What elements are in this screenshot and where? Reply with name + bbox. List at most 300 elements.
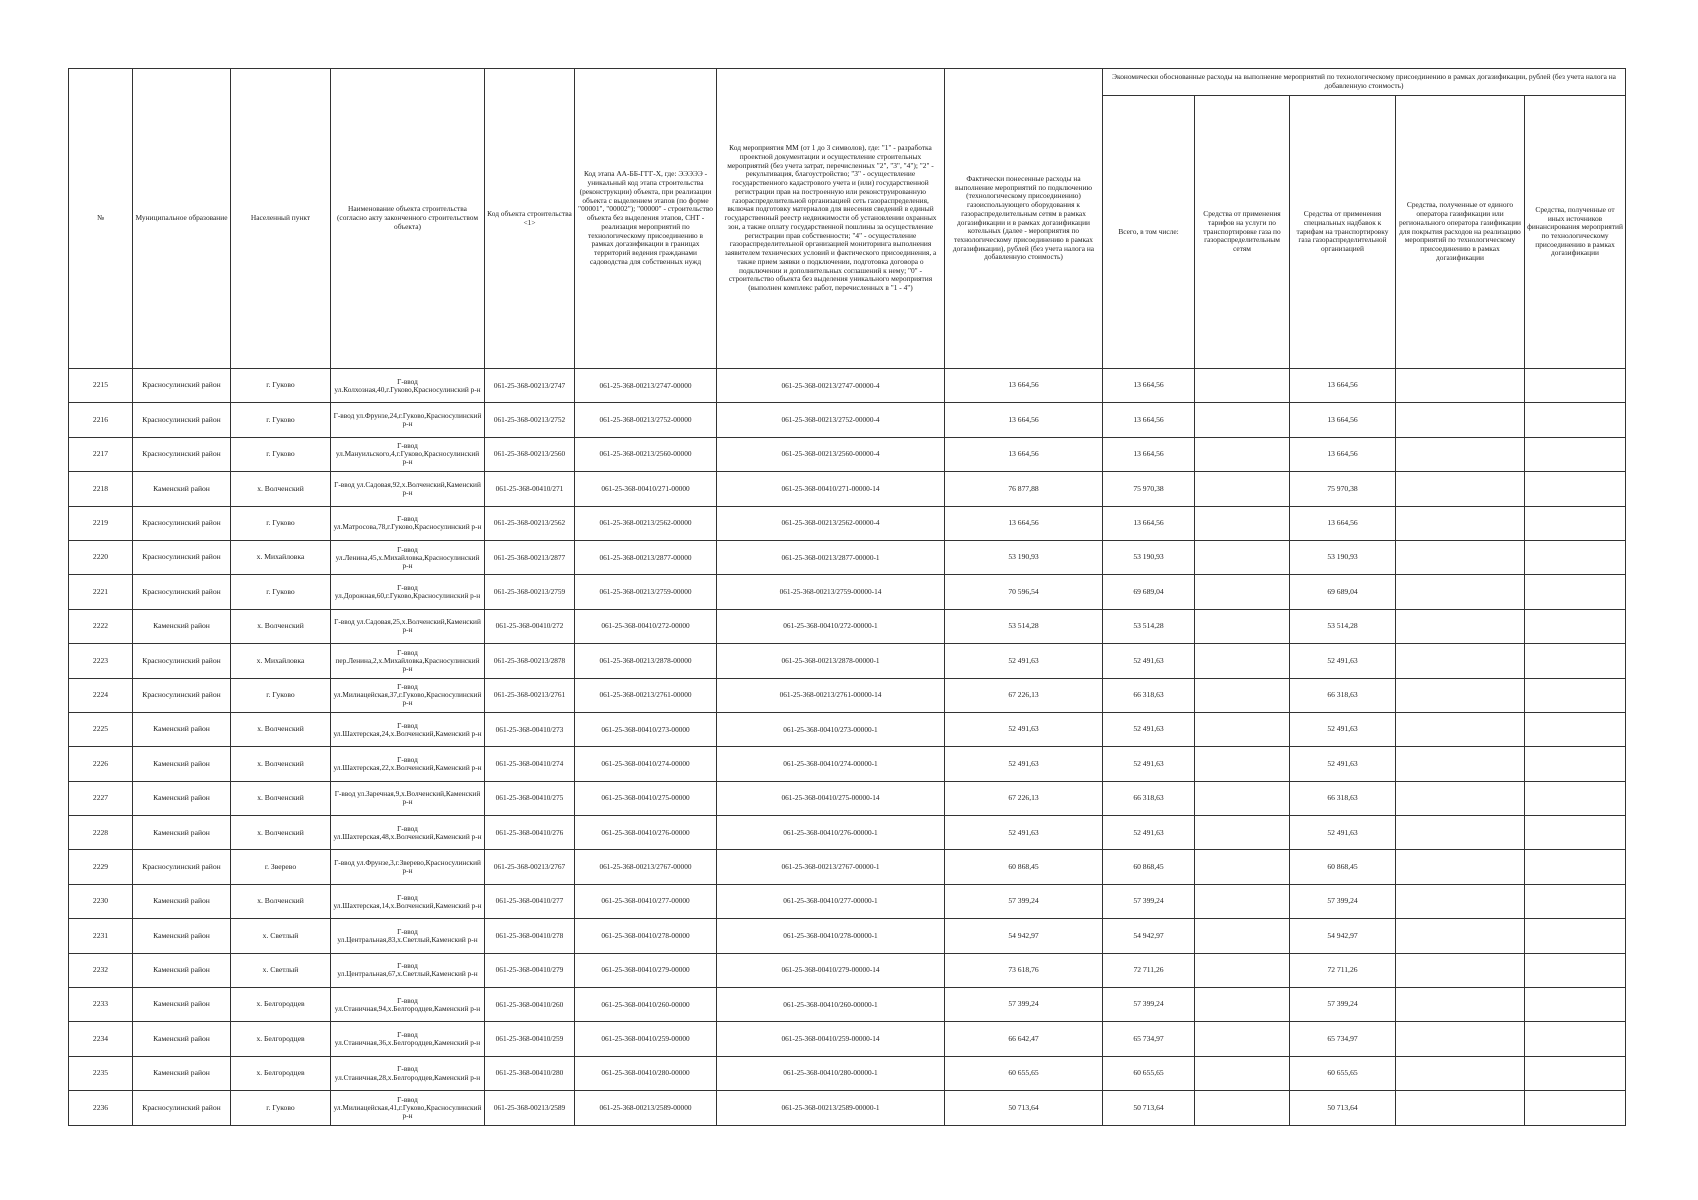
actual-costs-cell: 52 491,63 [945,712,1103,746]
row-number: 2220 [69,540,133,574]
municipality-cell: Красносулинский район [133,437,231,471]
other-sources-cell [1525,575,1626,609]
object-code-cell: 061-25-368-00410/272 [485,609,575,643]
activity-code-cell: 061-25-368-00410/271-00000-14 [717,472,945,506]
actual-costs-cell: 76 877,88 [945,472,1103,506]
settlement-cell: х. Михайловка [231,540,331,574]
total-cell: 66 318,63 [1103,678,1195,712]
activity-code-cell: 061-25-368-00410/277-00000-1 [717,884,945,918]
col-header-municipality: Муниципальное образование [133,69,231,369]
stage-code-cell: 061-25-368-00213/2560-00000 [575,437,717,471]
operator-cell [1396,988,1525,1022]
municipality-cell: Каменский район [133,953,231,987]
other-sources-cell [1525,1022,1626,1056]
activity-code-cell: 061-25-368-00410/279-00000-14 [717,953,945,987]
tariff-cell [1195,953,1290,987]
surcharge-cell: 53 190,93 [1290,540,1396,574]
total-cell: 57 399,24 [1103,884,1195,918]
stage-code-cell: 061-25-368-00410/280-00000 [575,1056,717,1090]
surcharge-cell: 66 318,63 [1290,781,1396,815]
total-cell: 57 399,24 [1103,988,1195,1022]
table-row [69,919,1626,953]
col-header-group-justified-costs: Экономически обоснованные расходы на выполнение мероприятий по технологическому присоединению в рамках догазификации, рублей (без учета налога на добавленную стоимость) [1103,69,1626,96]
surcharge-cell: 13 664,56 [1290,369,1396,403]
total-cell: 13 664,56 [1103,506,1195,540]
surcharge-cell: 13 664,56 [1290,506,1396,540]
activity-code-cell: 061-25-368-00213/2589-00000-1 [717,1091,945,1125]
actual-costs-cell: 13 664,56 [945,506,1103,540]
stage-code-cell: 061-25-368-00213/2878-00000 [575,644,717,678]
object-code-cell: 061-25-368-00213/2747 [485,369,575,403]
activity-code-cell: 061-25-368-00410/272-00000-1 [717,609,945,643]
other-sources-cell [1525,781,1626,815]
surcharge-cell: 65 734,97 [1290,1022,1396,1056]
table-row [69,403,1626,437]
object-name-cell: Г-ввод ул.Центральная,83,х.Светлый,Каменский р-н [331,919,485,953]
total-cell: 60 868,45 [1103,850,1195,884]
surcharge-cell: 60 868,45 [1290,850,1396,884]
total-cell: 65 734,97 [1103,1022,1195,1056]
stage-code-cell: 061-25-368-00410/279-00000 [575,953,717,987]
object-code-cell: 061-25-368-00410/279 [485,953,575,987]
activity-code-cell: 061-25-368-00410/273-00000-1 [717,712,945,746]
total-cell: 54 942,97 [1103,919,1195,953]
actual-costs-cell: 60 868,45 [945,850,1103,884]
object-code-cell: 061-25-368-00410/280 [485,1056,575,1090]
object-name-cell: Г-ввод ул.Мануильского,4,г.Гуково,Красносулинский р-н [331,437,485,471]
table-row [69,712,1626,746]
tariff-cell [1195,884,1290,918]
other-sources-cell [1525,850,1626,884]
col-header-activity-code: Код мероприятия ММ (от 1 до 3 символов), где: "1" - разработка проектной документации и осуществление строительных мероприятий (без учета затрат, перечисленных "2", "3", "4"); "2" - рекультивация, благоустройство; "3" - осуществление государственного кадастрового учета и (или) государственной регистрации прав на построенную или реконструированную газораспределительной организацией сеть газораспределения, включая подготовку материалов для внесения сведений в единый государственный реестр недвижимости об установлении охранных зон, а также оплату государственной пошлины за осуществление регистрации прав собственности; "4" - осуществление газораспределительной организацией мониторинга выполнения заявителем технических условий и фактического присоединения, а также прием заявки о подключении, подготовка договора о подключении и дополнительных соглашений к нему; "0" - строительство объекта без выделения уникального мероприятия (выполнен комплекс работ, перечисленных в "1 - 4") [717,69,945,369]
settlement-cell: х. Волченский [231,816,331,850]
actual-costs-cell: 67 226,13 [945,678,1103,712]
table-row [69,747,1626,781]
object-code-cell: 061-25-368-00213/2560 [485,437,575,471]
activity-code-cell: 061-25-368-00410/260-00000-1 [717,988,945,1022]
table-row [69,884,1626,918]
surcharge-cell: 54 942,97 [1290,919,1396,953]
object-name-cell: Г-ввод ул.Садовая,92,х.Волченский,Каменский р-н [331,472,485,506]
object-code-cell: 061-25-368-00410/275 [485,781,575,815]
other-sources-cell [1525,437,1626,471]
settlement-cell: х. Михайловка [231,644,331,678]
operator-cell [1396,437,1525,471]
row-number: 2234 [69,1022,133,1056]
table-row [69,472,1626,506]
stage-code-cell: 061-25-368-00410/275-00000 [575,781,717,815]
surcharge-cell: 57 399,24 [1290,884,1396,918]
municipality-cell: Каменский район [133,816,231,850]
activity-code-cell: 061-25-368-00213/2747-00000-4 [717,369,945,403]
operator-cell [1396,678,1525,712]
table-row [69,506,1626,540]
surcharge-cell: 13 664,56 [1290,403,1396,437]
actual-costs-cell: 54 942,97 [945,919,1103,953]
surcharge-cell: 52 491,63 [1290,747,1396,781]
surcharge-cell: 13 664,56 [1290,437,1396,471]
object-code-cell: 061-25-368-00213/2877 [485,540,575,574]
data-sheet [68,68,1625,1126]
table-row [69,1091,1626,1125]
operator-cell [1396,472,1525,506]
tariff-cell [1195,816,1290,850]
other-sources-cell [1525,369,1626,403]
total-cell: 60 655,65 [1103,1056,1195,1090]
tariff-cell [1195,919,1290,953]
settlement-cell: х. Волченский [231,472,331,506]
total-cell: 13 664,56 [1103,437,1195,471]
stage-code-cell: 061-25-368-00213/2761-00000 [575,678,717,712]
table-row [69,953,1626,987]
tariff-cell [1195,540,1290,574]
tariff-cell [1195,472,1290,506]
tariff-cell [1195,369,1290,403]
row-number: 2224 [69,678,133,712]
total-cell: 72 711,26 [1103,953,1195,987]
col-header-object-name: Наименование объекта строительства (согласно акту законченного строительством объекта) [331,69,485,369]
actual-costs-cell: 67 226,13 [945,781,1103,815]
total-cell: 66 318,63 [1103,781,1195,815]
actual-costs-cell: 50 713,64 [945,1091,1103,1125]
row-number: 2217 [69,437,133,471]
operator-cell [1396,712,1525,746]
stage-code-cell: 061-25-368-00213/2877-00000 [575,540,717,574]
actual-costs-cell: 70 596,54 [945,575,1103,609]
surcharge-cell: 50 713,64 [1290,1091,1396,1125]
actual-costs-cell: 52 491,63 [945,644,1103,678]
row-number: 2228 [69,816,133,850]
total-cell: 52 491,63 [1103,816,1195,850]
stage-code-cell: 061-25-368-00213/2589-00000 [575,1091,717,1125]
other-sources-cell [1525,953,1626,987]
other-sources-cell [1525,988,1626,1022]
surcharge-cell: 66 318,63 [1290,678,1396,712]
object-code-cell: 061-25-368-00213/2759 [485,575,575,609]
settlement-cell: х. Волченский [231,884,331,918]
table-row [69,437,1626,471]
other-sources-cell [1525,884,1626,918]
object-code-cell: 061-25-368-00410/260 [485,988,575,1022]
municipality-cell: Каменский район [133,988,231,1022]
object-code-cell: 061-25-368-00410/259 [485,1022,575,1056]
table-row [69,781,1626,815]
surcharge-cell: 52 491,63 [1290,644,1396,678]
stage-code-cell: 061-25-368-00213/2747-00000 [575,369,717,403]
settlement-cell: х. Волченский [231,781,331,815]
activity-code-cell: 061-25-368-00410/259-00000-14 [717,1022,945,1056]
settlement-cell: г. Гуково [231,678,331,712]
tariff-cell [1195,506,1290,540]
other-sources-cell [1525,644,1626,678]
object-name-cell: Г-ввод ул.Шахтерская,22,х.Волченский,Каменский р-н [331,747,485,781]
object-name-cell: Г-ввод ул.Станичная,94,х.Белгородцев,Каменский р-н [331,988,485,1022]
object-name-cell: Г-ввод ул.Садовая,25,х.Волченский,Каменский р-н [331,609,485,643]
activity-code-cell: 061-25-368-00410/276-00000-1 [717,816,945,850]
total-cell: 13 664,56 [1103,369,1195,403]
other-sources-cell [1525,816,1626,850]
object-name-cell: Г-ввод ул.Центральная,67,х.Светлый,Каменский р-н [331,953,485,987]
total-cell: 69 689,04 [1103,575,1195,609]
tariff-cell [1195,1056,1290,1090]
other-sources-cell [1525,1091,1626,1125]
stage-code-cell: 061-25-368-00410/260-00000 [575,988,717,1022]
operator-cell [1396,644,1525,678]
total-cell: 75 970,38 [1103,472,1195,506]
tariff-cell [1195,575,1290,609]
row-number: 2221 [69,575,133,609]
other-sources-cell [1525,506,1626,540]
settlement-cell: г. Гуково [231,369,331,403]
object-name-cell: Г-ввод ул.Фрунзе,24,г.Гуково,Красносулинский р-н [331,403,485,437]
municipality-cell: Каменский район [133,781,231,815]
actual-costs-cell: 52 491,63 [945,747,1103,781]
col-header-surcharge: Средства от применения специальных надбавок к тарифам на транспортировку газа газораспределительной организацией [1290,96,1396,369]
object-name-cell: Г-ввод ул.Шахтерская,24,х.Волченский,Каменский р-н [331,712,485,746]
actual-costs-cell: 60 655,65 [945,1056,1103,1090]
table-row [69,1056,1626,1090]
object-name-cell: Г-ввод ул.Милиацейская,37,г.Гуково,Красносулинский р-н [331,678,485,712]
actual-costs-cell: 53 190,93 [945,540,1103,574]
actual-costs-cell: 57 399,24 [945,988,1103,1022]
total-cell: 52 491,63 [1103,644,1195,678]
actual-costs-cell: 66 642,47 [945,1022,1103,1056]
row-number: 2235 [69,1056,133,1090]
other-sources-cell [1525,678,1626,712]
object-code-cell: 061-25-368-00410/278 [485,919,575,953]
municipality-cell: Каменский район [133,1022,231,1056]
row-number: 2226 [69,747,133,781]
actual-costs-cell: 53 514,28 [945,609,1103,643]
actual-costs-cell: 57 399,24 [945,884,1103,918]
municipality-cell: Красносулинский район [133,506,231,540]
activity-code-cell: 061-25-368-00410/274-00000-1 [717,747,945,781]
object-name-cell: Г-ввод ул.Милиацейская,41,г.Гуково,Красносулинский р-н [331,1091,485,1125]
settlement-cell: г. Гуково [231,403,331,437]
municipality-cell: Каменский район [133,472,231,506]
operator-cell [1396,1091,1525,1125]
municipality-cell: Красносулинский район [133,850,231,884]
stage-code-cell: 061-25-368-00410/271-00000 [575,472,717,506]
stage-code-cell: 061-25-368-00410/274-00000 [575,747,717,781]
operator-cell [1396,884,1525,918]
object-name-cell: Г-ввод ул.Дорожная,60,г.Гуково,Красносулинский р-н [331,575,485,609]
tariff-cell [1195,644,1290,678]
tariff-cell [1195,403,1290,437]
object-name-cell: Г-ввод ул.Шахтерская,14,х.Волченский,Каменский р-н [331,884,485,918]
tariff-cell [1195,609,1290,643]
col-header-stage-code: Код этапа АА-ББ-ГГГ-Х, где: ЭЭЭЭЭ - уникальный код этапа строительства (реконструкции) объекта, при реализации объекта с выделением этапов (по форме "00001", "00002"); "00000" - строительство объекта без выделения этапов, СНТ - реализация мероприятий по технологическому присоединению в рамках догазификации в границах территорий ведения гражданами садоводства для собственных нужд [575,69,717,369]
table-row [69,369,1626,403]
surcharge-cell: 52 491,63 [1290,712,1396,746]
table-row [69,816,1626,850]
settlement-cell: г. Зверево [231,850,331,884]
row-number: 2223 [69,644,133,678]
stage-code-cell: 061-25-368-00410/276-00000 [575,816,717,850]
other-sources-cell [1525,403,1626,437]
total-cell: 13 664,56 [1103,403,1195,437]
surcharge-cell: 72 711,26 [1290,953,1396,987]
object-code-cell: 061-25-368-00213/2589 [485,1091,575,1125]
actual-costs-cell: 52 491,63 [945,816,1103,850]
settlement-cell: х. Светлый [231,919,331,953]
other-sources-cell [1525,919,1626,953]
total-cell: 50 713,64 [1103,1091,1195,1125]
row-number: 2236 [69,1091,133,1125]
settlement-cell: х. Белгородцев [231,1056,331,1090]
col-header-actual-costs: Фактически понесенные расходы на выполнение мероприятий по подключению (технологическому присоединению) газоиспользующего оборудования к газораспределительным сетям в рамках догазификации и в рамках догазификации котельных (далее - мероприятия по технологическому присоединению в рамках догазификации), рублей (без учета налога на добавленную стоимость) [945,69,1103,369]
row-number: 2232 [69,953,133,987]
object-name-cell: Г-ввод ул.Фрунзе,3,г.Зверево,Красносулинский р-н [331,850,485,884]
table-row [69,850,1626,884]
total-cell: 52 491,63 [1103,747,1195,781]
other-sources-cell [1525,1056,1626,1090]
stage-code-cell: 061-25-368-00213/2759-00000 [575,575,717,609]
municipality-cell: Красносулинский район [133,644,231,678]
actual-costs-cell: 13 664,56 [945,403,1103,437]
col-header-object-code: Код объекта строительства <1> [485,69,575,369]
operator-cell [1396,747,1525,781]
activity-code-cell: 061-25-368-00410/275-00000-14 [717,781,945,815]
tariff-cell [1195,781,1290,815]
surcharge-cell: 52 491,63 [1290,816,1396,850]
table-row [69,988,1626,1022]
stage-code-cell: 061-25-368-00410/277-00000 [575,884,717,918]
tariff-cell [1195,678,1290,712]
operator-cell [1396,506,1525,540]
object-name-cell: Г-ввод ул.Матросова,78,г.Гуково,Красносулинский р-н [331,506,485,540]
activity-code-cell: 061-25-368-00213/2562-00000-4 [717,506,945,540]
other-sources-cell [1525,472,1626,506]
col-header-settlement: Населенный пункт [231,69,331,369]
table-row [69,678,1626,712]
municipality-cell: Каменский район [133,747,231,781]
surcharge-cell: 60 655,65 [1290,1056,1396,1090]
actual-costs-cell: 13 664,56 [945,437,1103,471]
operator-cell [1396,850,1525,884]
object-name-cell: Г-ввод пер.Ленина,2,х.Михайловка,Красносулинский р-н [331,644,485,678]
settlement-cell: х. Волченский [231,747,331,781]
stage-code-cell: 061-25-368-00410/272-00000 [575,609,717,643]
stage-code-cell: 061-25-368-00410/259-00000 [575,1022,717,1056]
settlement-cell: х. Волченский [231,712,331,746]
object-code-cell: 061-25-368-00213/2767 [485,850,575,884]
stage-code-cell: 061-25-368-00213/2767-00000 [575,850,717,884]
settlement-cell: х. Белгородцев [231,988,331,1022]
stage-code-cell: 061-25-368-00410/273-00000 [575,712,717,746]
col-header-tariff: Средства от применения тарифов на услуги по транспортировке газа по газораспределительным сетям [1195,96,1290,369]
object-code-cell: 061-25-368-00213/2761 [485,678,575,712]
gasification-costs-table [68,68,1626,1126]
object-code-cell: 061-25-368-00213/2562 [485,506,575,540]
other-sources-cell [1525,540,1626,574]
row-number: 2219 [69,506,133,540]
row-number: 2231 [69,919,133,953]
settlement-cell: г. Гуково [231,575,331,609]
col-header-num: № [69,69,133,369]
col-header-operator: Средства, полученные от единого оператора газификации или регионального оператора газификации для покрытия расходов на реализацию мероприятий по технологическому присоединению в рамках догазификации [1396,96,1525,369]
other-sources-cell [1525,609,1626,643]
operator-cell [1396,1056,1525,1090]
operator-cell [1396,781,1525,815]
activity-code-cell: 061-25-368-00410/280-00000-1 [717,1056,945,1090]
tariff-cell [1195,850,1290,884]
operator-cell [1396,919,1525,953]
municipality-cell: Каменский район [133,1056,231,1090]
row-number: 2222 [69,609,133,643]
municipality-cell: Красносулинский район [133,369,231,403]
operator-cell [1396,609,1525,643]
activity-code-cell: 061-25-368-00213/2767-00000-1 [717,850,945,884]
col-header-total: Всего, в том числе: [1103,96,1195,369]
operator-cell [1396,403,1525,437]
object-code-cell: 061-25-368-00410/274 [485,747,575,781]
municipality-cell: Красносулинский район [133,1091,231,1125]
municipality-cell: Красносулинский район [133,540,231,574]
object-code-cell: 061-25-368-00410/276 [485,816,575,850]
settlement-cell: х. Белгородцев [231,1022,331,1056]
operator-cell [1396,540,1525,574]
col-header-other: Средства, полученные от иных источников финансирования мероприятий по технологическому присоединению в рамках догазификации [1525,96,1626,369]
municipality-cell: Каменский район [133,609,231,643]
object-name-cell: Г-ввод ул.Ленина,45,х.Михайловка,Красносулинский р-н [331,540,485,574]
actual-costs-cell: 13 664,56 [945,369,1103,403]
object-name-cell: Г-ввод ул.Станичная,28,х.Белгородцев,Каменский р-н [331,1056,485,1090]
tariff-cell [1195,1091,1290,1125]
activity-code-cell: 061-25-368-00410/278-00000-1 [717,919,945,953]
row-number: 2215 [69,369,133,403]
table-row [69,540,1626,574]
row-number: 2225 [69,712,133,746]
municipality-cell: Каменский район [133,712,231,746]
tariff-cell [1195,437,1290,471]
municipality-cell: Красносулинский район [133,575,231,609]
tariff-cell [1195,988,1290,1022]
stage-code-cell: 061-25-368-00410/278-00000 [575,919,717,953]
object-code-cell: 061-25-368-00410/277 [485,884,575,918]
total-cell: 53 190,93 [1103,540,1195,574]
operator-cell [1396,369,1525,403]
object-name-cell: Г-ввод ул.Шахтерская,48,х.Волченский,Каменский р-н [331,816,485,850]
activity-code-cell: 061-25-368-00213/2761-00000-14 [717,678,945,712]
operator-cell [1396,953,1525,987]
other-sources-cell [1525,712,1626,746]
object-name-cell: Г-ввод ул.Колхозная,40,г.Гуково,Красносулинский р-н [331,369,485,403]
tariff-cell [1195,1022,1290,1056]
other-sources-cell [1525,747,1626,781]
row-number: 2230 [69,884,133,918]
table-body [69,369,1626,1126]
municipality-cell: Каменский район [133,884,231,918]
row-number: 2229 [69,850,133,884]
settlement-cell: х. Светлый [231,953,331,987]
object-code-cell: 061-25-368-00213/2752 [485,403,575,437]
settlement-cell: г. Гуково [231,437,331,471]
settlement-cell: г. Гуково [231,506,331,540]
row-number: 2216 [69,403,133,437]
object-code-cell: 061-25-368-00213/2878 [485,644,575,678]
activity-code-cell: 061-25-368-00213/2560-00000-4 [717,437,945,471]
header-row-top [69,69,1626,96]
municipality-cell: Каменский район [133,919,231,953]
operator-cell [1396,1022,1525,1056]
settlement-cell: х. Волченский [231,609,331,643]
settlement-cell: г. Гуково [231,1091,331,1125]
activity-code-cell: 061-25-368-00213/2877-00000-1 [717,540,945,574]
row-number: 2233 [69,988,133,1022]
activity-code-cell: 061-25-368-00213/2878-00000-1 [717,644,945,678]
total-cell: 53 514,28 [1103,609,1195,643]
